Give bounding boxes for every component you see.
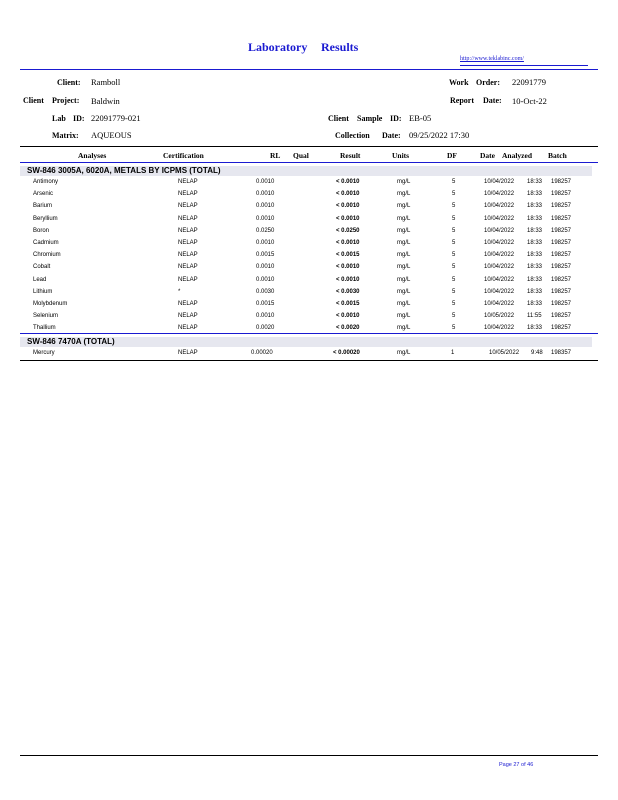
footer-divider — [20, 755, 598, 756]
batch-number: 198257 — [551, 240, 572, 246]
result-value: < 0.0010 — [336, 203, 360, 210]
analyzed-time: 18:33 — [527, 264, 543, 271]
result-value: < 0.0010 — [336, 179, 360, 185]
certification: NELAP — [178, 227, 198, 234]
dilution-factor: 5 — [452, 288, 456, 295]
col-date: Date — [480, 151, 495, 160]
analyzed-time: 11:55 — [527, 313, 542, 320]
project-label: Project: — [52, 96, 80, 105]
table-row — [0, 179, 618, 191]
table-row — [0, 277, 618, 289]
analyzed-date: 10/04/2022 — [484, 215, 515, 222]
certification: * — [178, 288, 181, 295]
batch-number: 198257 — [551, 264, 572, 271]
analyte-name: Lead — [33, 276, 47, 283]
analyzed-time: 9:48 — [531, 350, 543, 356]
units: mg/L — [397, 264, 411, 271]
analyzed-date: 10/04/2022 — [484, 191, 515, 198]
report-date-value: 10-Oct-22 — [512, 96, 547, 106]
table-row — [0, 240, 618, 252]
lab-id-value: 22091779-021 — [91, 113, 141, 123]
reporting-limit: 0.0010 — [256, 264, 275, 271]
col-analyzed: Analyzed — [502, 151, 532, 160]
analyzed-time: 18:33 — [527, 276, 543, 283]
header-divider — [20, 69, 598, 70]
reporting-limit: 0.0250 — [256, 227, 275, 234]
lab-id-label: ID: — [73, 114, 85, 123]
analyte-name: Mercury — [33, 350, 55, 356]
dilution-factor: 5 — [452, 191, 456, 198]
col-analyses: Analyses — [78, 151, 107, 160]
analyzed-date: 10/05/2022 — [484, 313, 515, 320]
matrix-value: AQUEOUS — [91, 130, 132, 140]
col-rl: RL — [270, 151, 281, 160]
units: mg/L — [397, 276, 411, 283]
reporting-limit: 0.0010 — [256, 240, 275, 246]
analyzed-date: 10/04/2022 — [484, 179, 515, 185]
certification: NELAP — [178, 252, 198, 259]
units: mg/L — [397, 252, 411, 259]
result-value: < 0.0020 — [336, 325, 360, 332]
batch-number: 198257 — [551, 325, 572, 332]
reporting-limit: 0.0010 — [256, 191, 275, 198]
collection-date-label: Date: — [382, 131, 401, 140]
analyzed-time: 18:33 — [527, 288, 543, 295]
batch-number: 198257 — [551, 313, 572, 320]
dilution-factor: 5 — [452, 179, 456, 185]
dilution-factor: 5 — [452, 325, 456, 332]
result-value: < 0.0010 — [336, 215, 360, 222]
units: mg/L — [397, 191, 411, 198]
sample-id-label: ID: — [390, 114, 402, 123]
reporting-limit: 0.00020 — [251, 350, 273, 356]
batch-number: 198257 — [551, 227, 572, 234]
report-label: Report — [450, 96, 474, 105]
dilution-factor: 5 — [452, 264, 456, 271]
dilution-factor: 5 — [452, 215, 456, 222]
analyte-name: Cobalt — [33, 264, 51, 271]
client-label: Client: — [57, 78, 81, 87]
table-row — [0, 313, 618, 325]
units: mg/L — [397, 227, 411, 234]
analyzed-time: 18:33 — [527, 227, 543, 234]
certification: NELAP — [178, 179, 198, 185]
analyzed-time: 18:33 — [527, 215, 543, 222]
analyzed-time: 18:33 — [527, 203, 543, 210]
result-value: < 0.0015 — [336, 301, 360, 307]
analyzed-time: 18:33 — [527, 301, 543, 307]
info-divider — [20, 146, 598, 147]
analyte-name: Arsenic — [33, 191, 54, 198]
table-row — [0, 301, 618, 313]
certification: NELAP — [178, 240, 198, 246]
page-number: Page 27 of 46 — [499, 762, 534, 768]
lab-label: Lab — [52, 114, 66, 123]
batch-number: 198257 — [551, 203, 572, 210]
result-value: < 0.0015 — [336, 252, 360, 259]
table-row — [0, 289, 618, 301]
client-value: Ramboll — [91, 77, 121, 87]
col-df: DF — [447, 151, 457, 160]
title-laboratory: Laboratory — [248, 40, 308, 54]
dilution-factor: 5 — [452, 203, 456, 210]
units: mg/L — [397, 288, 411, 295]
table-row — [0, 228, 618, 240]
reporting-limit: 0.0020 — [256, 325, 275, 332]
table-bottom-line — [20, 360, 598, 361]
dilution-factor: 5 — [452, 301, 456, 307]
units: mg/L — [397, 179, 411, 185]
analyte-name: Beryllium — [33, 215, 58, 222]
collection-date-value: 09/25/2022 17:30 — [409, 130, 470, 140]
units: mg/L — [397, 325, 411, 332]
work-label: Work — [449, 78, 469, 87]
table-row — [0, 252, 618, 264]
url-underline — [460, 65, 588, 66]
result-value: < 0.0010 — [336, 191, 360, 198]
batch-number: 198257 — [551, 276, 572, 283]
analyzed-time: 18:33 — [527, 240, 543, 246]
analyte-name: Lithium — [33, 288, 53, 295]
client-sample-label: Client — [328, 114, 349, 123]
reporting-limit: 0.0010 — [256, 215, 275, 222]
section-title-metals: SW-846 3005A, 6020A, METALS BY ICPMS (TOTAL) — [27, 166, 221, 175]
project-value: Baldwin — [91, 96, 120, 106]
result-value: < 0.00020 — [333, 350, 360, 356]
batch-number: 198257 — [551, 191, 572, 198]
analyzed-date: 10/04/2022 — [484, 325, 515, 332]
analyzed-date: 10/04/2022 — [484, 227, 515, 234]
analyzed-date: 10/04/2022 — [484, 301, 515, 307]
table-row — [0, 191, 618, 203]
analyte-name: Selenium — [33, 313, 59, 320]
certification: NELAP — [178, 325, 198, 332]
result-value: < 0.0010 — [336, 313, 360, 320]
table-row — [0, 216, 618, 228]
col-units: Units — [392, 151, 410, 160]
analyte-name: Cadmium — [33, 240, 59, 246]
analyzed-time: 18:33 — [527, 325, 543, 332]
units: mg/L — [397, 301, 411, 307]
reporting-limit: 0.0015 — [256, 252, 275, 259]
analyte-name: Molybdenum — [33, 301, 68, 307]
analyte-name: Boron — [33, 227, 50, 234]
batch-number: 198257 — [551, 215, 572, 222]
certification: NELAP — [178, 203, 198, 210]
analyzed-date: 10/04/2022 — [484, 264, 515, 271]
result-value: < 0.0250 — [336, 227, 360, 234]
col-certification: Certification — [163, 151, 204, 160]
result-value: < 0.0030 — [336, 288, 360, 295]
analyzed-date: 10/04/2022 — [484, 276, 515, 283]
matrix-label: Matrix: — [52, 131, 79, 140]
reporting-limit: 0.0010 — [256, 313, 275, 320]
website-link[interactable]: http://www.teklabinc.com/ — [460, 56, 524, 62]
analyzed-date: 10/05/2022 — [489, 350, 520, 356]
section-title-mercury: SW-846 7470A (TOTAL) — [27, 337, 115, 346]
table-row — [0, 203, 618, 215]
batch-number: 198257 — [551, 252, 572, 259]
analyzed-date: 10/04/2022 — [484, 288, 515, 295]
certification: NELAP — [178, 313, 198, 320]
analyzed-time: 18:33 — [527, 179, 543, 185]
dilution-factor: 5 — [452, 227, 456, 234]
certification: NELAP — [178, 191, 198, 198]
column-header-divider — [20, 162, 598, 163]
analyzed-time: 18:33 — [527, 191, 543, 198]
dilution-factor: 5 — [452, 313, 456, 320]
batch-number: 198357 — [551, 350, 572, 356]
reporting-limit: 0.0010 — [256, 203, 275, 210]
units: mg/L — [397, 350, 411, 356]
result-value: < 0.0010 — [336, 240, 360, 246]
analyte-name: Barium — [33, 203, 53, 210]
certification: NELAP — [178, 276, 198, 283]
reporting-limit: 0.0010 — [256, 179, 275, 185]
col-qual: Qual — [293, 151, 309, 160]
reporting-limit: 0.0015 — [256, 301, 275, 307]
dilution-factor: 5 — [452, 276, 456, 283]
analyte-name: Thallium — [33, 325, 56, 332]
sample-label: Sample — [357, 114, 383, 123]
client-side-label: Client — [23, 96, 44, 105]
analyte-name: Chromium — [33, 252, 61, 259]
col-result: Result — [340, 151, 361, 160]
certification: NELAP — [178, 215, 198, 222]
title-results: Results — [321, 40, 359, 54]
table-row — [0, 325, 618, 337]
dilution-factor: 1 — [451, 350, 455, 356]
units: mg/L — [397, 203, 411, 210]
units: mg/L — [397, 215, 411, 222]
report-date-label: Date: — [483, 96, 502, 105]
work-order-value: 22091779 — [512, 77, 546, 87]
sample-id-value: EB-05 — [409, 113, 432, 123]
collection-label: Collection — [335, 131, 370, 140]
batch-number: 198257 — [551, 179, 572, 185]
result-value: < 0.0010 — [336, 276, 360, 283]
dilution-factor: 5 — [452, 240, 456, 246]
certification: NELAP — [178, 301, 198, 307]
dilution-factor: 5 — [452, 252, 456, 259]
batch-number: 198257 — [551, 288, 572, 295]
certification: NELAP — [178, 264, 198, 271]
order-label: Order: — [476, 78, 500, 87]
col-batch: Batch — [548, 151, 567, 160]
analyte-name: Antimony — [33, 179, 59, 185]
reporting-limit: 0.0010 — [256, 276, 275, 283]
units: mg/L — [397, 313, 411, 320]
batch-number: 198257 — [551, 301, 572, 307]
reporting-limit: 0.0030 — [256, 288, 275, 295]
units: mg/L — [397, 240, 411, 246]
analyzed-date: 10/04/2022 — [484, 240, 515, 246]
section-divider — [20, 333, 598, 334]
analyzed-time: 18:33 — [527, 252, 543, 259]
analyzed-date: 10/04/2022 — [484, 203, 515, 210]
table-row — [0, 264, 618, 276]
result-value: < 0.0010 — [336, 264, 360, 271]
certification: NELAP — [178, 350, 198, 356]
analyzed-date: 10/04/2022 — [484, 252, 515, 259]
